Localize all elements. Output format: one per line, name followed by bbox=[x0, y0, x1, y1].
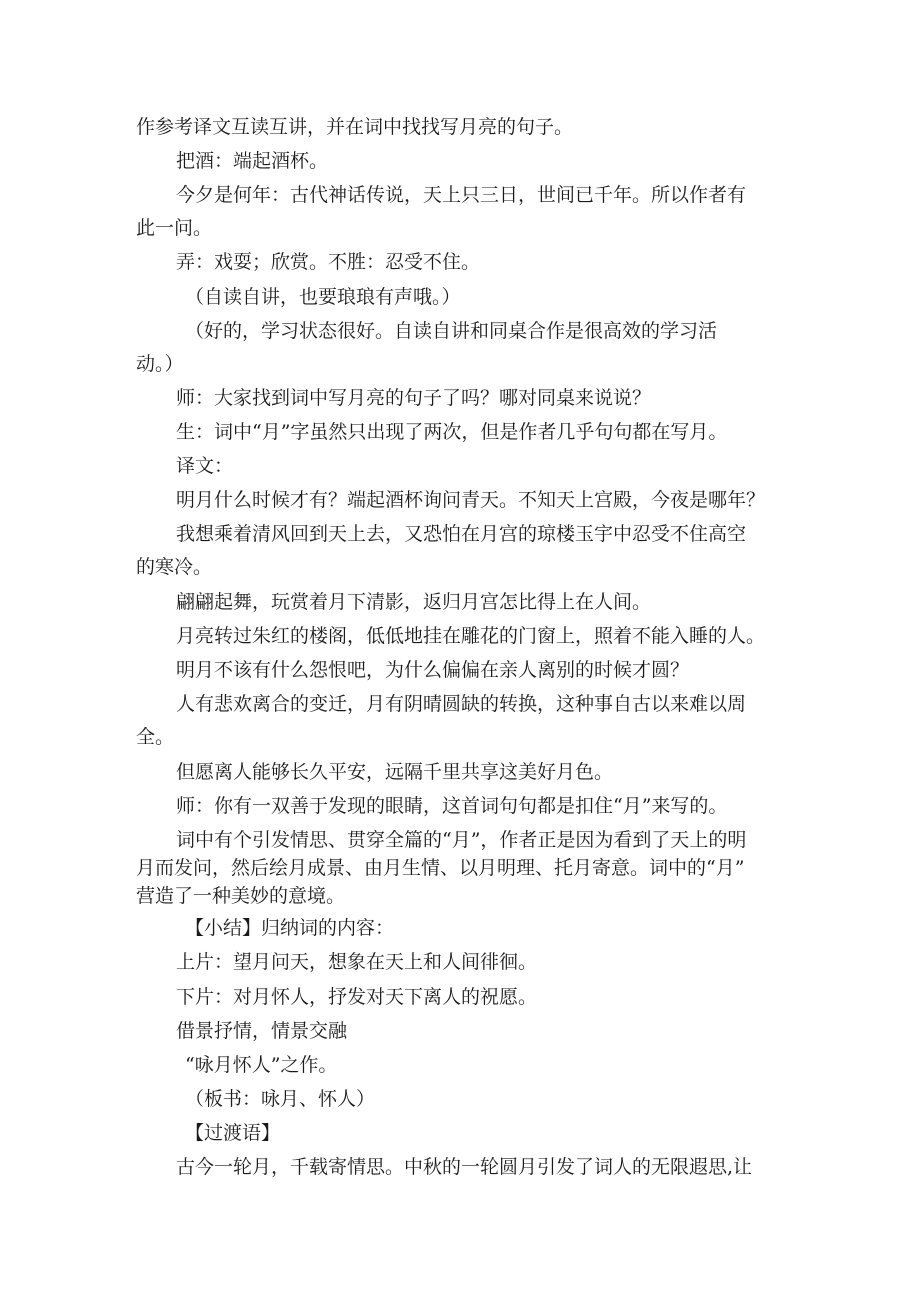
paragraph-line: 作参考译文互读互讲，并在词中找找写月亮的句子。 bbox=[136, 116, 574, 138]
paragraph-line: 今夕是何年：古代神话传说，天上只三日，世间已千年。所以作者有 bbox=[176, 184, 747, 206]
paragraph-line: 古今一轮月，千载寄情思。中秋的一轮圆月引发了词人的无限遐思,让 bbox=[176, 1156, 753, 1178]
paragraph-line: 译文： bbox=[176, 455, 234, 477]
paragraph-line: 【过渡语】 bbox=[185, 1122, 281, 1144]
paragraph-4 bbox=[0, 246, 920, 279]
paragraph-line: （自读自讲，也要琅琅有声哦。） bbox=[185, 286, 461, 308]
paragraph-line: 全。 bbox=[136, 726, 175, 748]
paragraph-line: 营造了一种美妙的意境。 bbox=[136, 885, 346, 907]
paragraph-line: “咏月怀人”之作。 bbox=[185, 1054, 338, 1076]
paragraph-line: 但愿离人能够长久平安，远隔千里共享这美好月色。 bbox=[176, 761, 614, 783]
paragraph-line: （板书：咏月、怀人） bbox=[185, 1088, 376, 1110]
paragraph-line: （好的，学习状态很好。自读自讲和同桌合作是很高效的学习活 bbox=[185, 320, 718, 342]
paragraph-line: 下片：对月怀人，抒发对天下离人的祝愿。 bbox=[176, 986, 538, 1008]
paragraph-13 bbox=[0, 620, 920, 653]
paragraph-line: 借景抒情，情景交融 bbox=[176, 1020, 348, 1042]
paragraph-21 bbox=[0, 981, 920, 1014]
paragraph-line: 把酒：端起酒杯。 bbox=[176, 150, 329, 172]
paragraph-14 bbox=[0, 654, 920, 687]
paragraph-16 bbox=[0, 756, 920, 789]
paragraph-15 bbox=[0, 688, 920, 754]
paragraph-6 bbox=[0, 315, 920, 381]
paragraph-line: 词中有个引发情思、贯穿全篇的“月”，作者正是因为看到了天上的明 bbox=[176, 829, 747, 851]
paragraph-line: 我想乘着清风回到天上去，又恐怕在月宫的琼楼玉宇中忍受不住高空 bbox=[176, 523, 747, 545]
paragraph-22 bbox=[0, 1015, 920, 1048]
paragraph-line: 上片：望月问天，想象在天上和人间徘徊。 bbox=[176, 951, 538, 973]
paragraph-18 bbox=[0, 826, 920, 910]
paragraph-line: 人有悲欢离合的变迁，月有阴晴圆缺的转换，这种事自古以来难以周 bbox=[176, 693, 747, 715]
paragraph-line: 的寒冷。 bbox=[136, 556, 213, 578]
paragraph-line: 动。） bbox=[136, 353, 184, 375]
paragraph-line: 翩翩起舞，玩赏着月下清影，返归月宫怎比得上在人间。 bbox=[176, 591, 652, 613]
paragraph-20 bbox=[0, 946, 920, 979]
paragraph-7 bbox=[0, 382, 920, 415]
paragraph-3 bbox=[0, 179, 920, 245]
paragraph-10 bbox=[0, 484, 920, 517]
paragraph-8 bbox=[0, 416, 920, 449]
paragraph-9 bbox=[0, 450, 920, 483]
paragraph-line: 师：大家找到词中写月亮的句子了吗？哪对同桌来说说？ bbox=[176, 387, 652, 409]
paragraph-2 bbox=[0, 145, 920, 178]
paragraph-line: 明月什么时候才有？端起酒杯询问青天。不知天上宫殿，今夜是哪年？ bbox=[176, 489, 766, 511]
paragraph-line: 月亮转过朱红的楼阁，低低地挂在雕花的门窗上，照着不能入睡的人。 bbox=[176, 625, 766, 647]
paragraph-12 bbox=[0, 586, 920, 619]
paragraph-line: 【小结】归纳词的内容： bbox=[185, 917, 395, 939]
paragraph-line: 生：词中“月”字虽然只出现了两次，但是作者几乎句句都在写月。 bbox=[176, 421, 728, 443]
paragraph-17 bbox=[0, 790, 920, 823]
paragraph-24 bbox=[0, 1083, 920, 1116]
paragraph-1 bbox=[0, 111, 920, 144]
paragraph-11 bbox=[0, 518, 920, 584]
paragraph-line: 明月不该有什么怨恨吧，为什么偏偏在亲人离别的时候才圆？ bbox=[176, 659, 690, 681]
paragraph-23 bbox=[0, 1049, 920, 1082]
paragraph-25 bbox=[0, 1117, 920, 1150]
paragraph-line: 此一问。 bbox=[136, 217, 213, 239]
paragraph-26 bbox=[0, 1151, 920, 1184]
paragraph-line: 月而发问，然后绘月成景、由月生情、以月明理、托月寄意。词中的“月” bbox=[136, 857, 745, 879]
paragraph-19 bbox=[0, 912, 920, 945]
paragraph-line: 弄：戏耍；欣赏。不胜：忍受不住。 bbox=[176, 251, 481, 273]
paragraph-line: 师：你有一双善于发现的眼睛，这首词句句都是扣住“月”来写的。 bbox=[176, 795, 728, 817]
paragraph-5 bbox=[0, 281, 920, 314]
